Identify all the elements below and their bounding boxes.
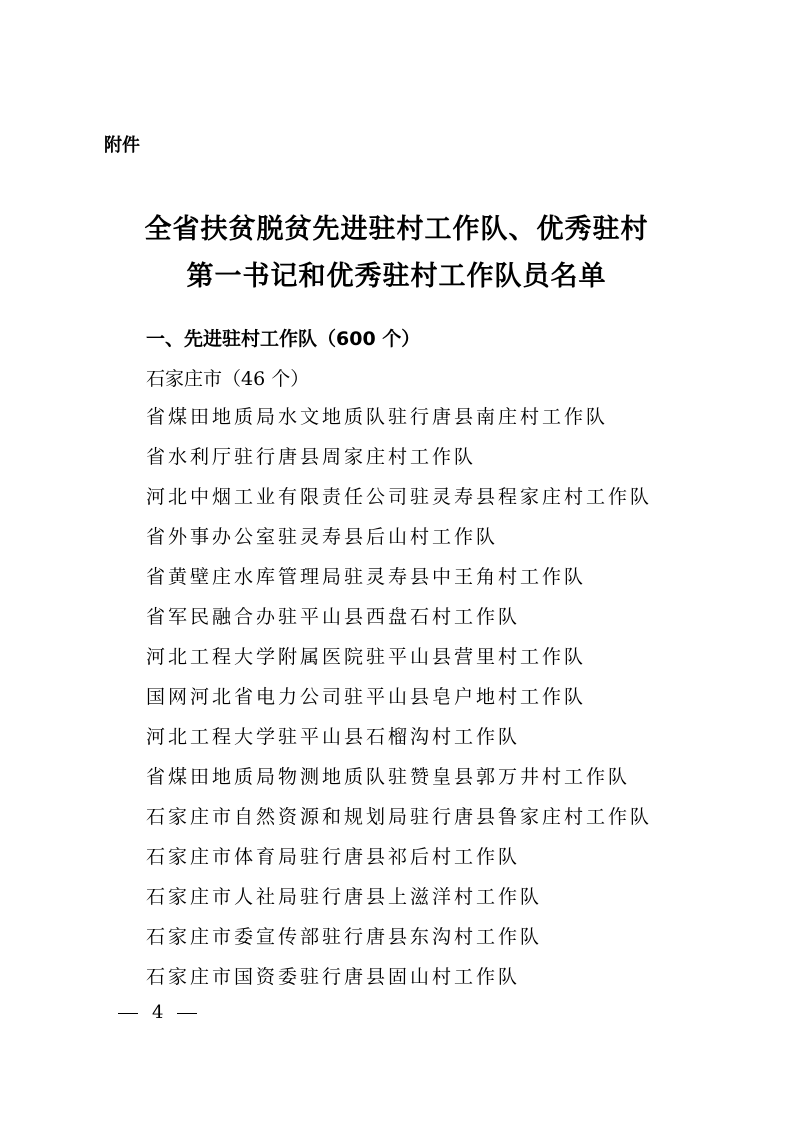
attachment-label: 附件 <box>104 135 140 156</box>
list-item: 省军民融合办驻平山县西盘石村工作队 <box>146 606 521 628</box>
work-team-list <box>146 404 652 1004</box>
list-item: 省煤田地质局水文地质队驻行唐县南庄村工作队 <box>146 406 609 428</box>
dash-right <box>177 1013 197 1014</box>
list-item: 石家庄市体育局驻行唐县祁后村工作队 <box>146 846 521 868</box>
document-title-line-2: 第一书记和优秀驻村工作队员名单 <box>186 261 607 292</box>
list-item: 石家庄市人社局驻行唐县上滋洋村工作队 <box>146 886 543 908</box>
list-item: 国网河北省电力公司驻平山县皂户地村工作队 <box>146 686 587 708</box>
document-title-line-1: 全省扶贫脱贫先进驻村工作队、优秀驻村 <box>144 214 649 245</box>
list-item: 河北工程大学附属医院驻平山县营里村工作队 <box>146 646 587 668</box>
dash-left <box>118 1013 138 1014</box>
list-item: 石家庄市国资委驻行唐县固山村工作队 <box>146 966 521 988</box>
list-item: 省外事办公室驻灵寿县后山村工作队 <box>146 526 499 548</box>
list-item: 省煤田地质局物测地质队驻赞皇县郭万井村工作队 <box>146 766 631 788</box>
page-number-value: 4 <box>152 1002 164 1023</box>
list-item: 石家庄市委宣传部驻行唐县东沟村工作队 <box>146 926 543 948</box>
page-number <box>118 1000 197 1026</box>
section-heading: 一、先进驻村工作队（600 个） <box>146 328 421 350</box>
city-heading: 石家庄市（46 个） <box>146 368 310 390</box>
list-item: 河北中烟工业有限责任公司驻灵寿县程家庄村工作队 <box>146 486 653 508</box>
list-item: 省水利厅驻行唐县周家庄村工作队 <box>146 446 477 468</box>
list-item: 石家庄市自然资源和规划局驻行唐县鲁家庄村工作队 <box>146 806 653 828</box>
list-item: 河北工程大学驻平山县石榴沟村工作队 <box>146 726 521 748</box>
list-item: 省黄壁庄水库管理局驻灵寿县中王角村工作队 <box>146 566 587 588</box>
